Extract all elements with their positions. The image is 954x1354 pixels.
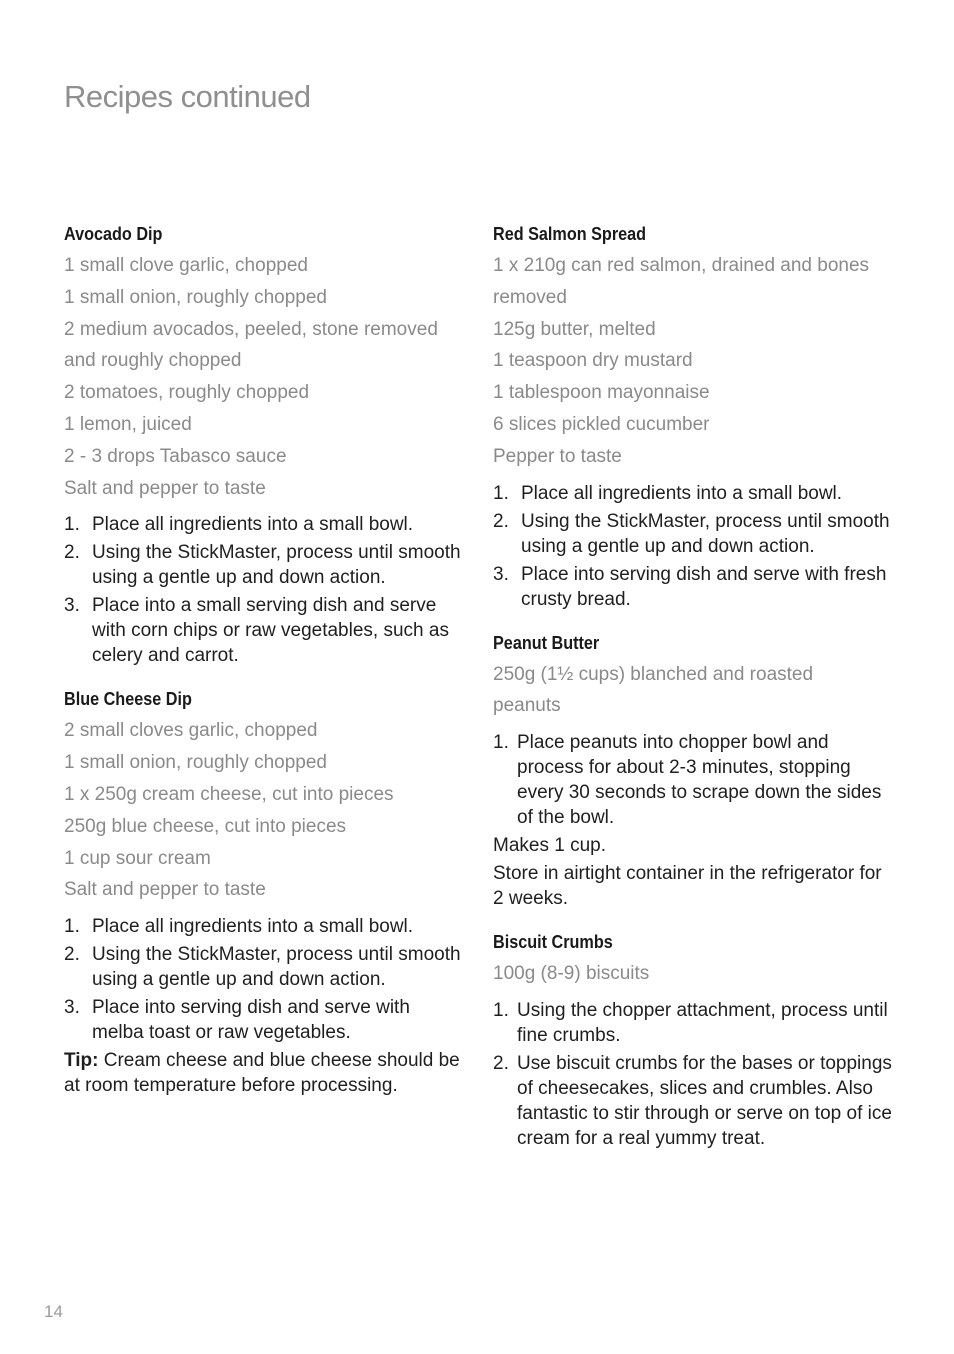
- step-text: Place into a small serving dish and serve with corn chips or raw vegetables, such as celery and carrot.: [92, 595, 449, 667]
- step-number: 3.: [493, 563, 509, 585]
- step-number: 1.: [493, 732, 509, 754]
- ingredient: 2 medium avocados, peeled, stone removed: [64, 318, 438, 340]
- method-steps: [64, 512, 464, 668]
- ingredient: 1 small onion, roughly chopped: [64, 752, 328, 774]
- ingredient: 1 tablespoon mayonnaise: [493, 382, 710, 404]
- step-text: Use biscuit crumbs for the bases or toppings of cheesecakes, slices and crumbles. Also fantastic to stir through or serve on top of ice cream for a real yummy treat.: [517, 1052, 892, 1149]
- left-column: [64, 218, 464, 1101]
- recipe-title: Red Salmon Spread: [493, 224, 647, 244]
- storage-note: Store in airtight container in the refrigerator for 2 weeks.: [493, 863, 882, 910]
- step-text: Place all ingredients into a small bowl.: [521, 482, 843, 504]
- ingredient: 1 teaspoon dry mustard: [493, 350, 693, 372]
- ingredient: Salt and pepper to taste: [64, 477, 266, 499]
- right-column: [493, 218, 893, 1154]
- method-steps: [493, 730, 893, 830]
- ingredient: 2 tomatoes, roughly chopped: [64, 382, 310, 404]
- step-text: Place into serving dish and serve with fresh crusty bread.: [521, 563, 887, 610]
- page-number: 14: [44, 1302, 63, 1321]
- recipe-title: Peanut Butter: [493, 632, 600, 653]
- step-number: 3.: [64, 997, 80, 1019]
- step: [493, 730, 893, 830]
- ingredient-list: [64, 715, 464, 906]
- step-text: Using the StickMaster, process until smooth using a gentle up and down action.: [92, 542, 461, 589]
- step-text: Place into serving dish and serve with melba toast or raw vegetables.: [92, 997, 410, 1044]
- recipe-red-salmon-spread: [493, 218, 893, 612]
- step-text: Using the chopper attachment, process until fine crumbs.: [517, 999, 888, 1046]
- step-text: Place all ingredients into a small bowl.: [92, 916, 414, 938]
- step: [64, 914, 464, 939]
- recipe-blue-cheese-dip: [64, 683, 464, 1098]
- ingredient: 125g butter, melted: [493, 318, 656, 340]
- ingredient: 250g blue cheese, cut into pieces: [64, 815, 347, 837]
- step: [493, 562, 893, 612]
- recipe-title: Blue Cheese Dip: [64, 689, 192, 710]
- step-number: 2.: [64, 542, 80, 564]
- step-number: 1.: [64, 514, 80, 536]
- tip-note: [64, 1048, 464, 1098]
- step-text: Place peanuts into chopper bowl and process for about 2-3 minutes, stopping every 30 seconds to scrape down the sides of the bowl.: [517, 732, 882, 829]
- ingredient: 1 cup sour cream: [64, 847, 211, 869]
- ingredient: 250g (1½ cups) blanched and roasted: [493, 663, 814, 685]
- step-number: 2.: [493, 1052, 509, 1074]
- ingredient: removed: [493, 286, 567, 308]
- step: [493, 1051, 893, 1151]
- recipe-peanut-butter: [493, 627, 893, 912]
- tip-label: Tip:: [64, 1050, 99, 1072]
- yield-note: Makes 1 cup.: [493, 835, 606, 857]
- step-number: 1.: [493, 482, 509, 504]
- step: [64, 540, 464, 590]
- ingredient: peanuts: [493, 695, 561, 717]
- ingredient-list: [493, 659, 893, 723]
- step-number: 2.: [64, 944, 80, 966]
- ingredient: 1 small clove garlic, chopped: [64, 255, 308, 276]
- step: [64, 995, 464, 1045]
- recipe-title: Avocado Dip: [64, 224, 163, 244]
- ingredient: 6 slices pickled cucumber: [493, 413, 710, 435]
- ingredient: 2 - 3 drops Tabasco sauce: [64, 445, 287, 467]
- ingredient-list: [493, 250, 893, 473]
- step-number: 1.: [493, 999, 509, 1021]
- ingredient: 1 x 210g can red salmon, drained and bones: [493, 255, 870, 276]
- step-number: 2.: [493, 510, 509, 532]
- step: [493, 509, 893, 559]
- method-steps: [493, 998, 893, 1151]
- ingredient: Salt and pepper to taste: [64, 879, 266, 901]
- step: [64, 942, 464, 992]
- step-number: 3.: [64, 595, 80, 617]
- step: [493, 481, 893, 506]
- step-text: Place all ingredients into a small bowl.: [92, 514, 414, 536]
- method-steps: [64, 914, 464, 1045]
- ingredient: 100g (8-9) biscuits: [493, 963, 650, 985]
- tip-text: Cream cheese and blue cheese should be at room temperature before processing.: [64, 1050, 460, 1097]
- recipe-avocado-dip: [64, 218, 464, 668]
- step: [493, 998, 893, 1048]
- ingredient: 1 x 250g cream cheese, cut into pieces: [64, 783, 394, 805]
- step: [64, 593, 464, 668]
- ingredient: and roughly chopped: [64, 350, 242, 372]
- ingredient: 1 lemon, juiced: [64, 413, 192, 435]
- ingredient-list: [64, 250, 464, 504]
- ingredient: Pepper to taste: [493, 445, 622, 467]
- method-steps: [493, 481, 893, 612]
- step-number: 1.: [64, 916, 80, 938]
- ingredient: 2 small cloves garlic, chopped: [64, 720, 318, 742]
- page-title: Recipes continued: [64, 78, 311, 114]
- step-text: Using the StickMaster, process until smooth using a gentle up and down action.: [521, 510, 890, 557]
- recipe-biscuit-crumbs: [493, 926, 893, 1151]
- step-text: Using the StickMaster, process until smooth using a gentle up and down action.: [92, 944, 461, 991]
- recipe-title: Biscuit Crumbs: [493, 932, 613, 953]
- ingredient: 1 small onion, roughly chopped: [64, 286, 328, 308]
- step: [64, 512, 464, 537]
- ingredient-list: [493, 958, 893, 990]
